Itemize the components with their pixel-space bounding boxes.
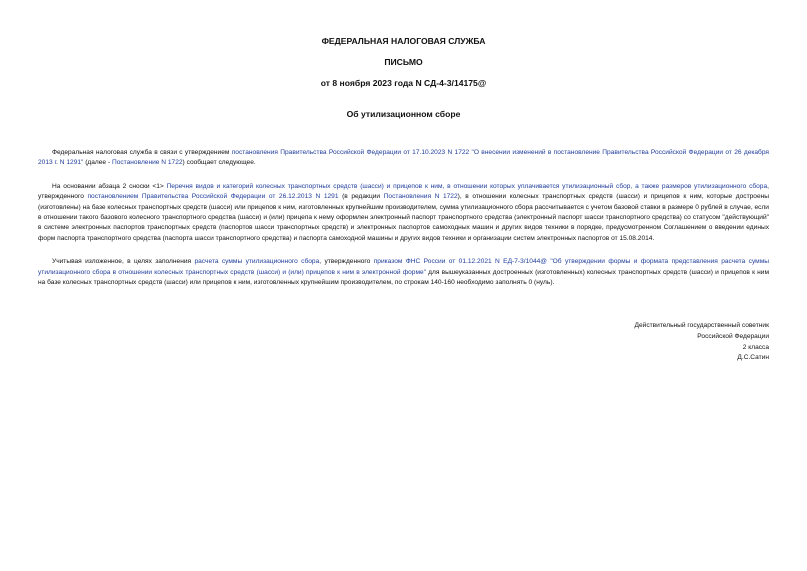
link-resolution-1291[interactable]: постановлением Правительства Российской Федерации от 26.12.2013 N 1291 [87, 193, 339, 201]
paragraph-3 [38, 257, 769, 288]
agency-title: ФЕДЕРАЛЬНАЯ НАЛОГОВАЯ СЛУЖБА [321, 36, 486, 46]
paragraph-1-text-3: ) сообщает следующее. [182, 159, 256, 167]
signature-block [38, 321, 769, 363]
signature-rank: Действительный государственный советник [634, 322, 769, 330]
link-fns-order[interactable]: приказом ФНС России от 01.12.2021 N ЕД-7-3/1044@ "Об утверждении формы и формата представления расчета суммы утилизационного сбора в отношении колесных транспортных средств (шасси) и (или) прицепов к ним в электронной форме" [38, 258, 769, 276]
link-vehicle-list[interactable]: Перечня видов и категорий колесных транспортных средств (шасси) и прицепов к ним, в отношении которых уплачивается утилизационный сбор, а также размеров утилизационного сбора [166, 182, 768, 190]
paragraph-2 [38, 182, 769, 244]
link-resolution-1722-short[interactable]: Постановление N 1722 [111, 159, 183, 167]
paragraph-1 [38, 148, 769, 169]
link-resolution-1722[interactable]: постановления Правительства Российской Федерации от 17.10.2023 N 1722 "О внесении изменений в постановление Правительства Российской Федерации от 26 декабря 2013 г. N 1291" [38, 149, 769, 167]
paragraph-3-text-2: , утвержденного [319, 258, 374, 266]
paragraph-2-text-3: (в редакции [338, 193, 384, 201]
document-type: ПИСЬМО [384, 57, 423, 67]
signature-name: Д.С.Сатин [737, 354, 769, 362]
paragraph-3-text-3: для вышеуказанных достроенных (изготовленных) колесных транспортных средств (шасси) и прицепов к ним на базе колесных транспортных средств (шасси) или прицепов к ним, изготовленных крупнейшим производителем, по строкам 140-160 необходимо заполнять 0 (нуль). [38, 268, 769, 287]
paragraph-2-text-1: На основании абзаца 2 сноски <1> [52, 182, 167, 190]
document-date-number: от 8 ноября 2023 года N СД-4-3/14175@ [320, 78, 487, 88]
signature-class: 2 класса [742, 343, 769, 351]
link-recycling-fee-calculation[interactable]: расчета суммы утилизационного сбора [194, 258, 320, 266]
paragraph-2-text-2: , утвержденного [38, 182, 769, 201]
signature-country: Российской Федерации [697, 333, 769, 341]
paragraph-1-text-2: (далее - [83, 159, 112, 167]
link-resolution-1722-edition[interactable]: Постановления N 1722 [383, 193, 458, 201]
document-subject: Об утилизационном сборе [346, 109, 461, 119]
paragraph-3-text-1: Учитывая изложенное, в целях заполнения [52, 258, 195, 266]
paragraph-2-text-4: ), в отношении колесных транспортных средств (шасси) и прицепов к ним, которые достроены (изготовлены) на базе колесных транспортных средств (шасси) или прицепов к ним, изготовленных крупнейшим производителем, сумма утилизационного сбора рассчитывается с учетом базовой ставки в размере 0 рублей в случае, если в отношении такого базового колесного транспортного средства (шасси) и (или) прицепа к нему оформлен электронный паспорт транспортного средства (электронный паспорт шасси транспортного средства) со статусом "действующий" в системе электронных паспортов транспортных средств (паспортов шасси транспортных средств) и электронных паспортов самоходных машин и других видов техники в порядке, предусмотренном Соглашением о введении единых форм паспорта транспортного средства (паспорта шасси транспортного средства) и паспорта самоходной машины и других видов техники и организации систем электронных паспортов от 15.08.2014. [38, 193, 770, 242]
paragraph-1-text-1: Федеральная налоговая служба в связи с утверждением [52, 149, 232, 156]
